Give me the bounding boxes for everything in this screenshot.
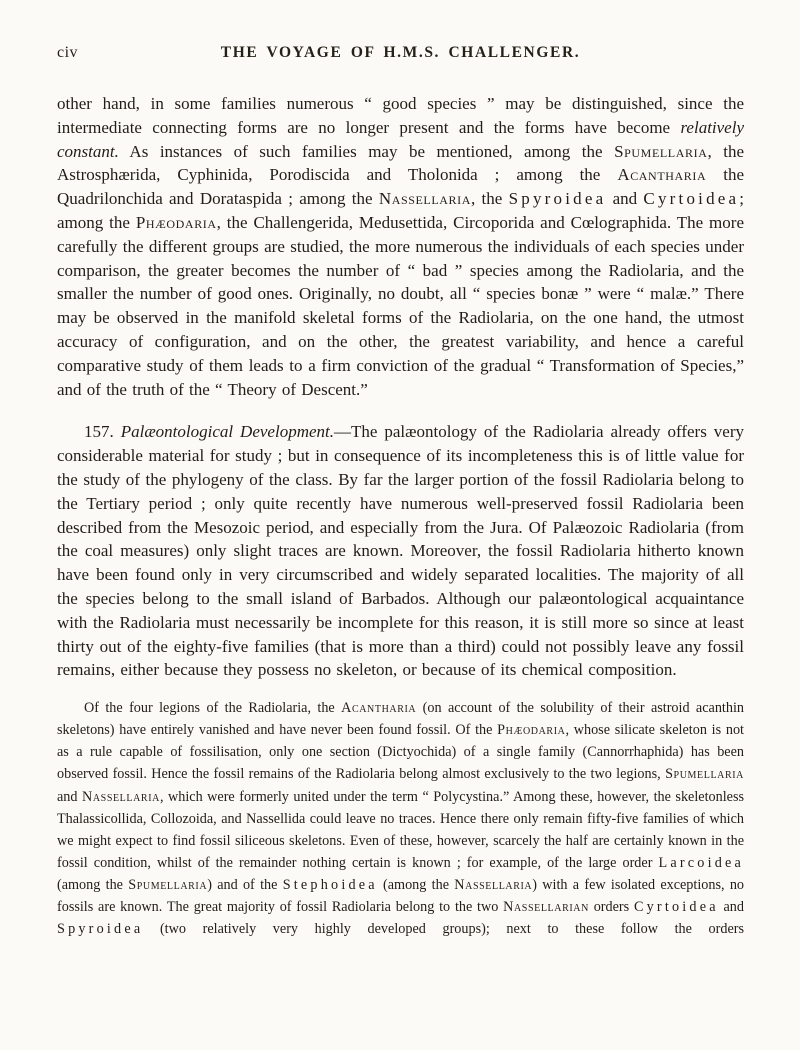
text-segment-smallcaps: Spumellaria: [614, 141, 708, 161]
text-segment-smallcaps: Spumellaria: [128, 876, 208, 893]
text-segment-normal: other hand, in some families numerous “ good species ” may be distinguished, since the intermediate connecting forms are no longer present and the forms have become: [57, 94, 744, 137]
text-segment-normal: —The palæontology of the Radiolaria already offers very considerable material for study ; but in consequence of its incompleteness this is of little value for the study of the phylogeny of the class. By far the larger portion of the fossil Radiolaria belong to the Tertiary period ; only quite recently have numerous well-preserved fossil Radiolaria been described from the Mesozoic period, and especially from the Jura. Of Palæozoic Radiolaria (from the coal measures) only slight traces are known. Moreover, the fossil Radiolaria hitherto known have been found only in very circumscribed and widely separated localities. The majority of all the species belong to the small island of Barbados. Although our palæontological acquaintance with the Radiolaria must necessarily be incomplete for this reason, it is still more so since at least thirty out of the eighty-five families (that is more than a third) could not possibly leave any fossil remains, either because they possess no skeleton, or because of its chemical composition.: [57, 422, 744, 680]
text-segment-normal: ) and of the: [207, 876, 283, 893]
text-segment-spaced: Larcoidea: [658, 854, 744, 871]
paragraph-fossil-legions: [57, 697, 744, 940]
text-segment-normal: As instances of such families may be mentioned, among the: [118, 141, 615, 161]
text-segment-smallcaps: Acantharia: [617, 165, 707, 185]
text-segment-italic: Palæontological Development.: [120, 422, 334, 442]
text-segment-smallcaps: Spumellaria: [665, 766, 744, 783]
text-segment-normal: ) with a few isolated exceptions, no fossils are known. The great majority of fossil Radiolaria belong to the two: [57, 876, 745, 915]
text-segment-smallcaps: Nassellarian: [503, 898, 589, 915]
text-segment-smallcaps: Acantharia: [341, 700, 417, 717]
text-segment-spaced: Cyrtoidea: [643, 189, 740, 209]
paragraph-palaeontological-development: [57, 420, 744, 682]
text-segment-normal: the Quadrilonchida and Dorataspida ; among the: [57, 165, 744, 209]
text-segment-normal: (among the: [377, 876, 455, 893]
text-segment-spaced: Spyroidea: [508, 189, 607, 209]
text-segment-smallcaps: Nassellaria: [378, 189, 472, 209]
text-segment-normal: , which were formerly united under the term “ Polycystina.” Among these, however, the skeletonless Thalassicollida, Collozoida, and Nassellida could leave no traces. Hence there only remain fifty-five families of which we might expect to find fossil siliceous skeletons. Even of these, however, scarcely the half are certainly known in the fossil condition, whilst of the remainder nothing certain is known ; for example, of the large order: [57, 788, 744, 871]
page-header: [57, 44, 744, 66]
text-segment-normal: , the Challengerida, Medusettida, Circoporida and Cœlographida. The more carefully the different groups are studied, the more numerous the individuals of each species under comparison, the greater becomes the number of “ bad ” species among the Radiolaria, and the smaller the number of good ones. Originally, no doubt, all “ species bonæ ” were “ malæ.” There may be observed in the manifold skeletal forms of the Radiolaria, on the one hand, the utmost accuracy of configuration, and on the other, the greatest variability, and hence a careful comparative study of them leads to a firm conviction of the gradual “ Transformation of Species,” and of the truth of the “ Theory of Descent.”: [57, 212, 744, 399]
text-segment-spaced: Cyrtoidea: [633, 898, 719, 915]
text-segment-normal: (two relatively very highly developed groups); next to these follow the orders: [143, 921, 744, 938]
text-segment-smallcaps: Nassellaria: [454, 876, 533, 893]
page-body: [57, 92, 744, 940]
text-segment-normal: , whose silicate skeleton is not as a rule capable of fossilisation, only one section (Dictyochida) of a single family (Cannorrhaphida) has been observed fossil. Hence the fossil remains of the Radiolaria belong almost exclusively to the two legions,: [57, 722, 744, 783]
text-segment-normal: orders: [588, 898, 634, 915]
text-segment-normal: Of the four legions of the Radiolaria, the: [84, 700, 342, 717]
text-segment-smallcaps: Phæodaria: [497, 722, 566, 739]
text-segment-normal: and: [718, 898, 744, 915]
text-segment-spaced: Stephoidea: [282, 876, 378, 893]
text-segment-normal: 157.: [84, 422, 121, 442]
text-segment-normal: and: [606, 189, 644, 209]
page-number: civ: [57, 44, 79, 61]
text-segment-smallcaps: Phæodaria: [135, 212, 217, 232]
text-segment-normal: and: [57, 788, 82, 805]
text-segment-normal: (on account of the solubility of their astroid acanthin skeletons) have entirely vanished and have never been found fossil. Of the: [57, 700, 744, 739]
text-segment-normal: , the Astrosphærida, Cyphinida, Porodiscida and Tholonida ; among the: [57, 141, 744, 185]
text-segment-normal: ; among the: [57, 189, 744, 232]
text-segment-normal: , the: [471, 189, 509, 209]
running-title: THE VOYAGE OF H.M.S. CHALLENGER.: [220, 44, 581, 61]
paragraph-species-discussion: [57, 92, 744, 401]
text-segment-spaced: Spyroidea: [57, 921, 144, 938]
text-segment-italic: relatively constant.: [57, 117, 744, 161]
text-segment-normal: (among the: [57, 876, 129, 893]
text-segment-smallcaps: Nassellaria: [81, 788, 160, 805]
